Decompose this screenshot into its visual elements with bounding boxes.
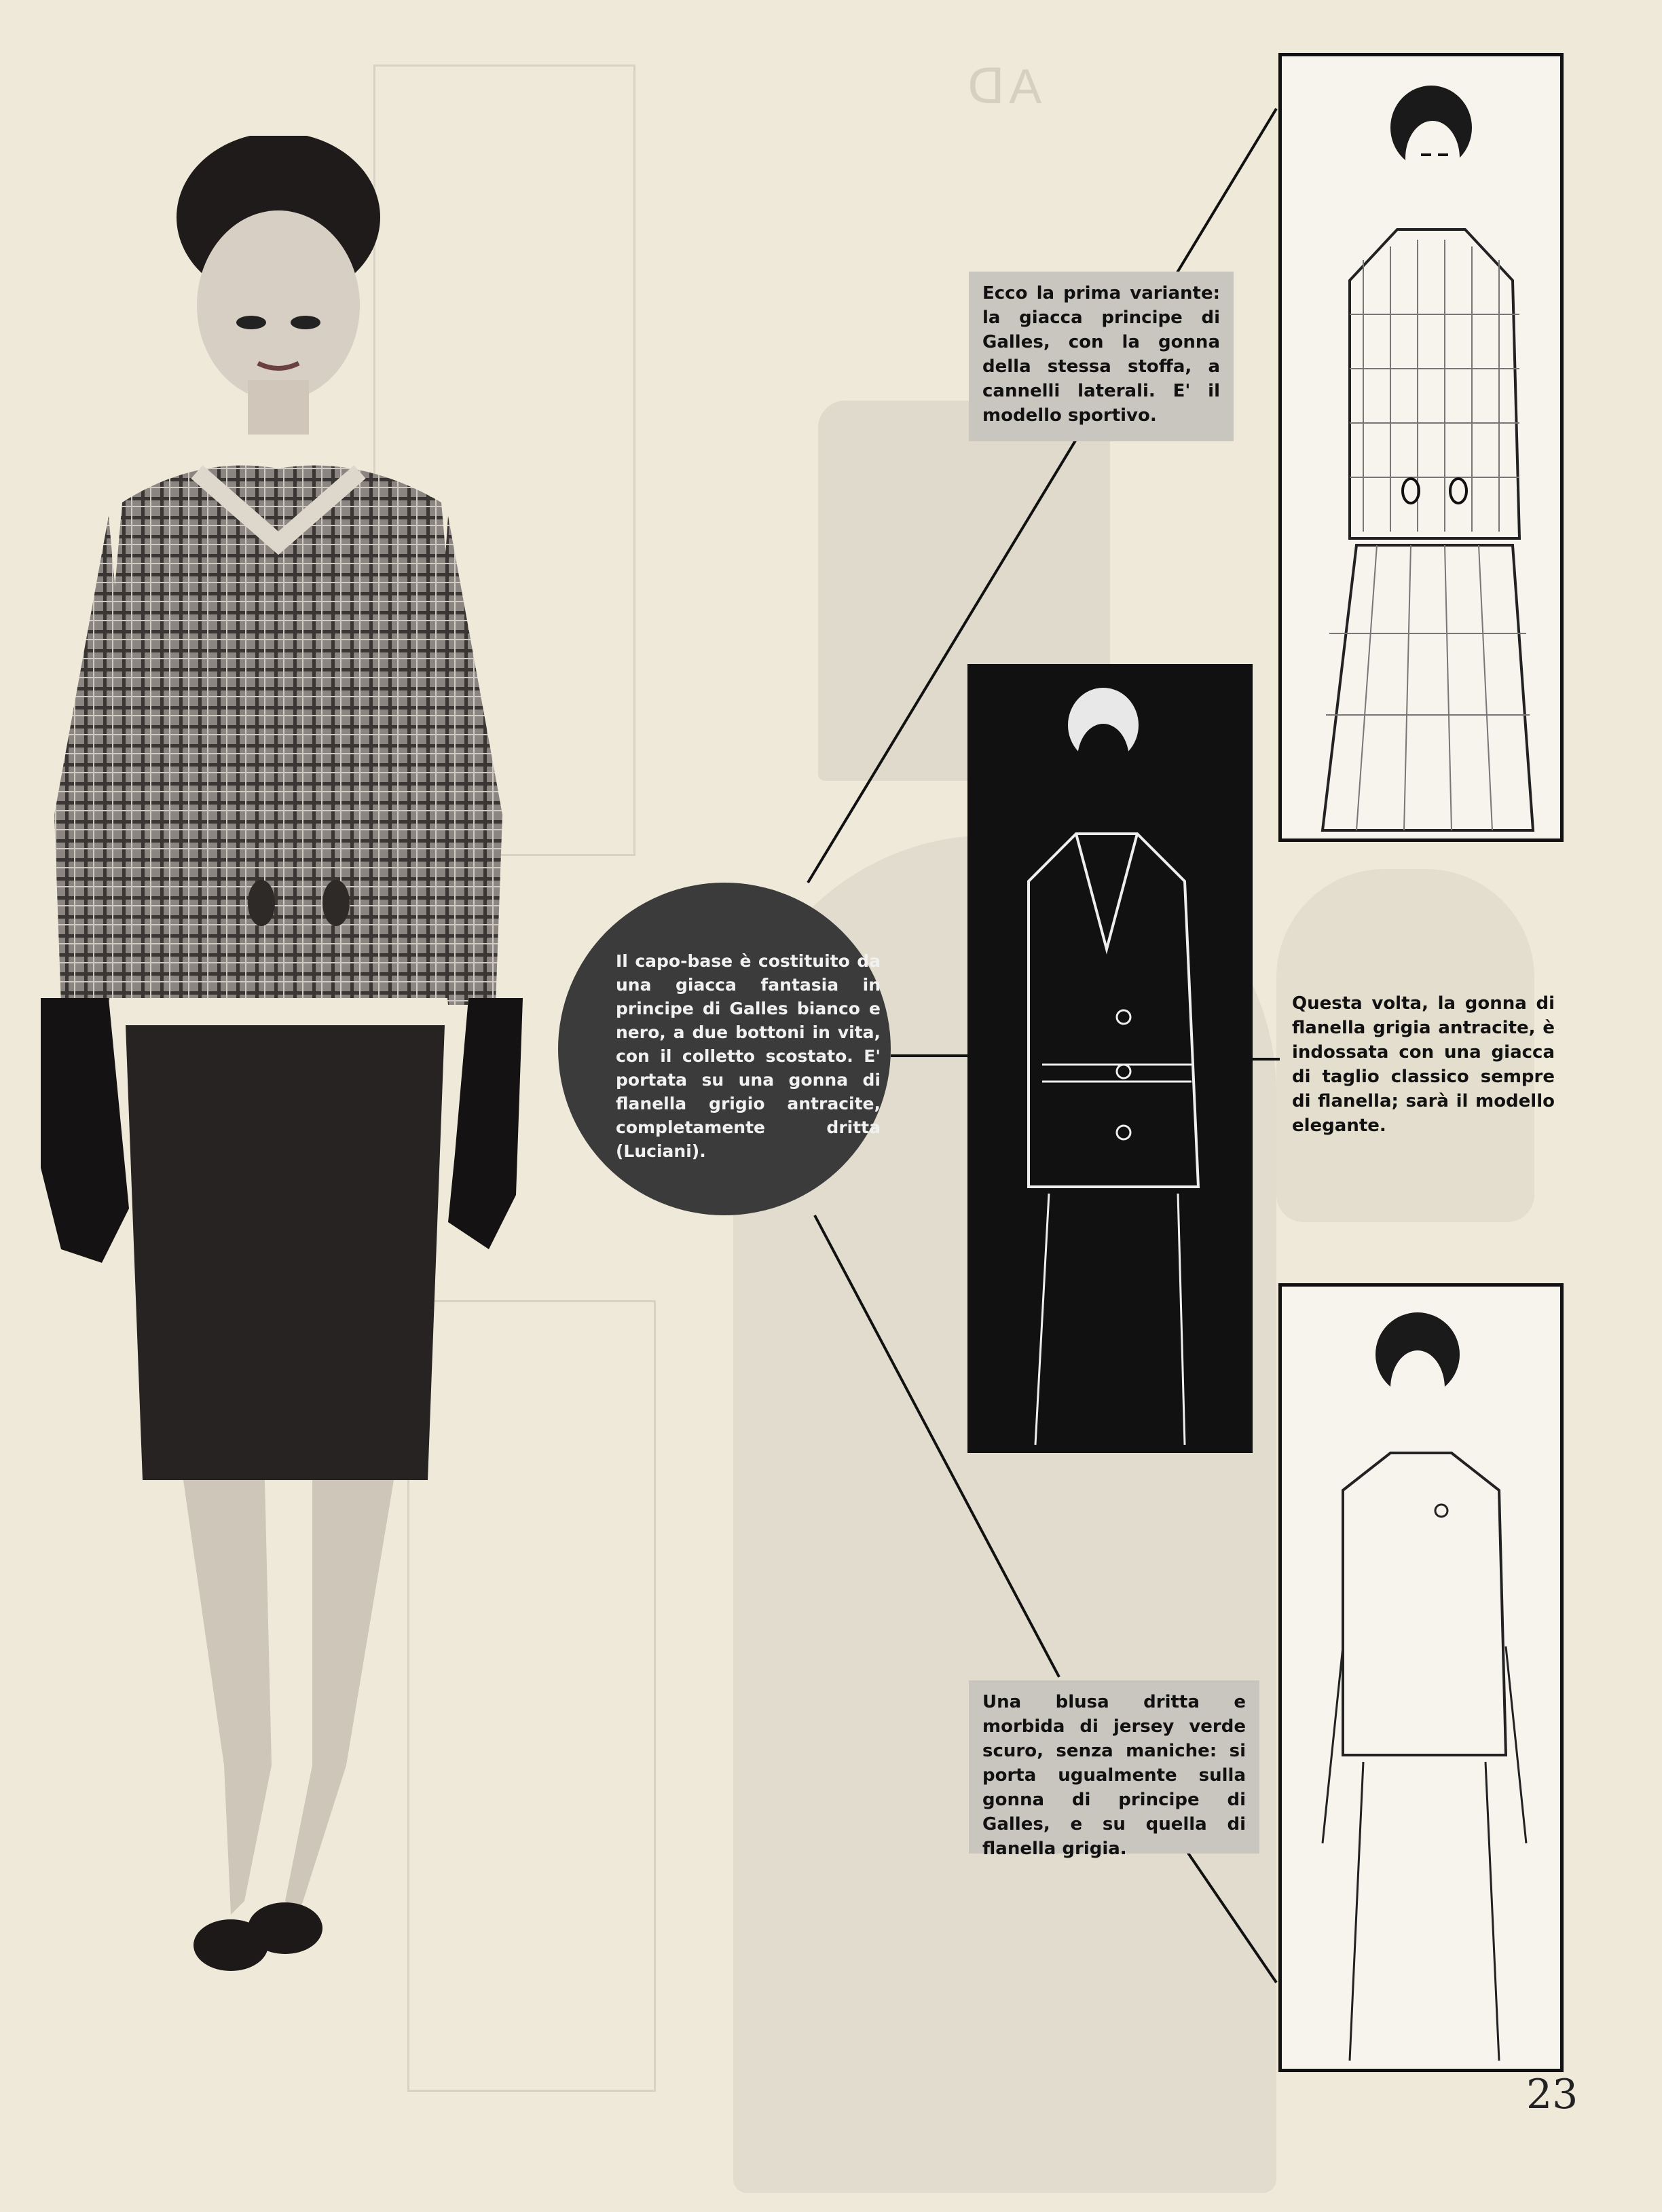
caption-first-variant <box>969 272 1234 441</box>
sketch-sport-model-drawing <box>1282 56 1560 838</box>
sketch-blouse-model <box>1278 1283 1564 2072</box>
sketch-elegant-model <box>967 664 1253 1453</box>
sketch-sport-model <box>1278 53 1564 842</box>
caption-third-variant-text: Una blusa dritta e morbida di jersey verde scuro, senza maniche: si porta ugualmente sulla gonna di principe di Galles, e su quella di flanella grigia. <box>982 1692 1246 1859</box>
page-number: 23 <box>1526 2071 1578 2118</box>
caption-third-variant <box>969 1680 1259 1859</box>
sketch-elegant-model-drawing <box>967 664 1253 1453</box>
caption-base-piece: Il capo-base è costituito da una giacca fantasia in principe di Galles bianco e nero, a due bottoni in vita, con il colletto scostato. E' portata su una gonna di flanella grigio antracite, completamente dritta (Luciani). <box>616 951 881 1161</box>
ghost-show-through-letters: ᗡA <box>967 60 1046 114</box>
caption-first-variant-text: Ecco la prima variante: la giacca principe di Galles, con la gonna della stessa stoffa, a cannelli laterali. E' il modello sportivo. <box>982 283 1220 426</box>
sketch-blouse-model-drawing <box>1282 1287 1560 2069</box>
caption-second-variant: Questa volta, la gonna di flanella grigia antracite, è indossata con una giacca di taglio classico sempre di flanella; sarà il modello elegante. <box>1292 993 1555 1136</box>
